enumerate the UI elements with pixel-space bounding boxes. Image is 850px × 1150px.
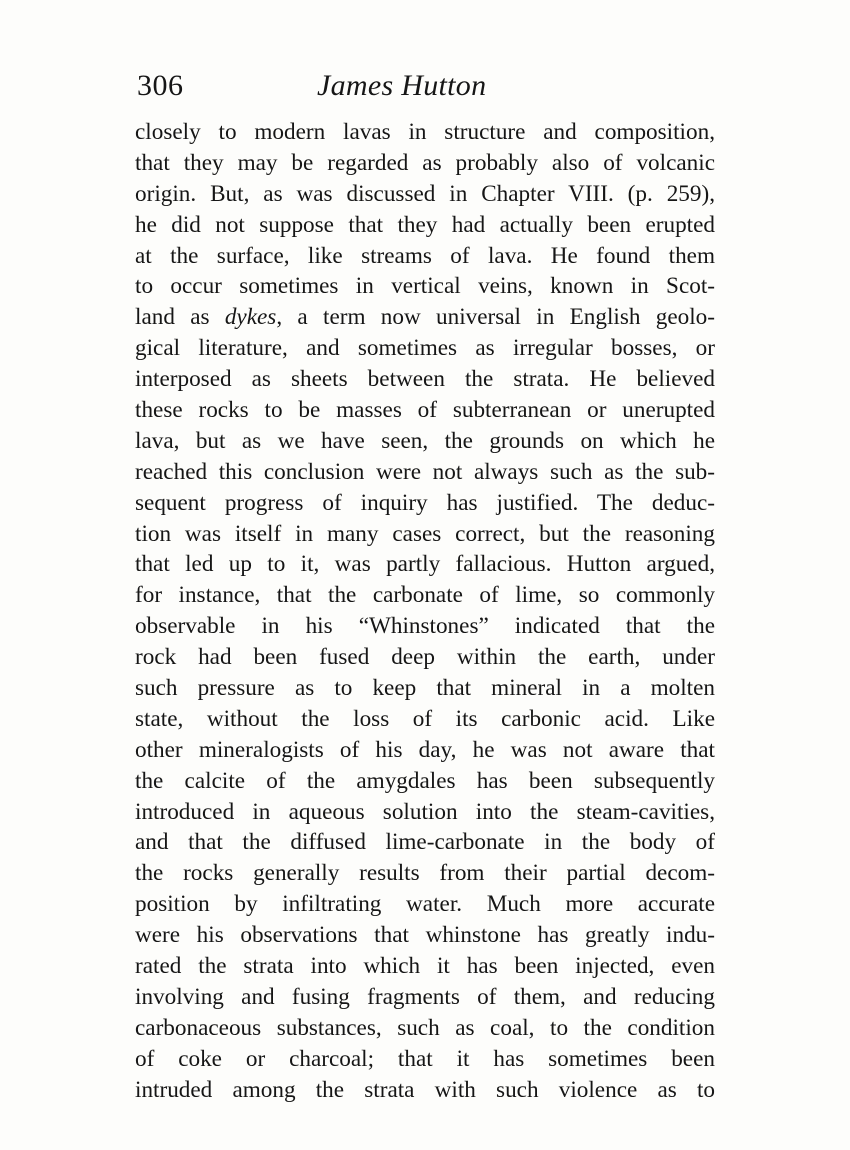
text-line: involving and fusing fragments of them, and reducing: [135, 983, 715, 1010]
text-line: to occur sometimes in vertical veins, known in Scot-: [135, 273, 715, 300]
text-line: that they may be regarded as probably also of volcanic: [135, 149, 715, 176]
text-line: rated the strata into which it has been injected, even: [135, 953, 715, 980]
text-line: sequent progress of inquiry has justified. The deduc-: [135, 489, 715, 516]
text-line: introduced in aqueous solution into the steam-cavities,: [135, 798, 715, 825]
text-line: he did not suppose that they had actually been erupted: [135, 211, 715, 238]
text-line: interposed as sheets between the strata. He believed: [135, 366, 715, 393]
body-text: [135, 117, 715, 1106]
text-line: position by infiltrating water. Much more accurate: [135, 891, 715, 918]
text-line: state, without the loss of its carbonic acid. Like: [135, 705, 715, 732]
text-line: such pressure as to keep that mineral in a molten: [135, 675, 715, 702]
text-line: other mineralogists of his day, he was not aware that: [135, 736, 715, 763]
text-line: of coke or charcoal; that it has sometimes been: [135, 1045, 715, 1072]
text-line: at the surface, like streams of lava. He found them: [135, 242, 715, 269]
text-line: observable in his “Whinstones” indicated that the: [135, 613, 715, 640]
text-line: the calcite of the amygdales has been subsequently: [135, 767, 715, 794]
text-line: were his observations that whinstone has greatly indu-: [135, 922, 715, 949]
text-line: lava, but as we have seen, the grounds on which he: [135, 427, 715, 454]
text-line: that led up to it, was partly fallacious. Hutton argued,: [135, 551, 715, 578]
running-title: James Hutton: [317, 69, 487, 102]
text-line: reached this conclusion were not always such as the sub-: [135, 458, 715, 485]
text-line: rock had been fused deep within the earth, under: [135, 644, 715, 671]
running-head: [137, 66, 717, 106]
text-line: tion was itself in many cases correct, but the reasoning: [135, 520, 715, 547]
text-line: gical literature, and sometimes as irregular bosses, or: [135, 335, 715, 362]
text-line: carbonaceous substances, such as coal, to the condition: [135, 1014, 715, 1041]
text-line: and that the diffused lime-carbonate in the body of: [135, 829, 715, 856]
text-line: closely to modern lavas in structure and composition,: [135, 119, 715, 145]
text-line: these rocks to be masses of subterranean or unerupted: [135, 397, 715, 424]
text-line: the rocks generally results from their partial decom-: [135, 860, 715, 887]
text-line: intruded among the strata with such violence as to: [135, 1076, 715, 1103]
page-number: 306: [137, 69, 184, 102]
text-line: for instance, that the carbonate of lime, so commonly: [135, 582, 715, 609]
italic-term: dykes: [224, 304, 277, 331]
text-line: origin. But, as was discussed in Chapter VIII. (p. 259),: [135, 180, 715, 207]
text-line: land as dykes, a term now universal in English geolo-: [135, 304, 715, 331]
